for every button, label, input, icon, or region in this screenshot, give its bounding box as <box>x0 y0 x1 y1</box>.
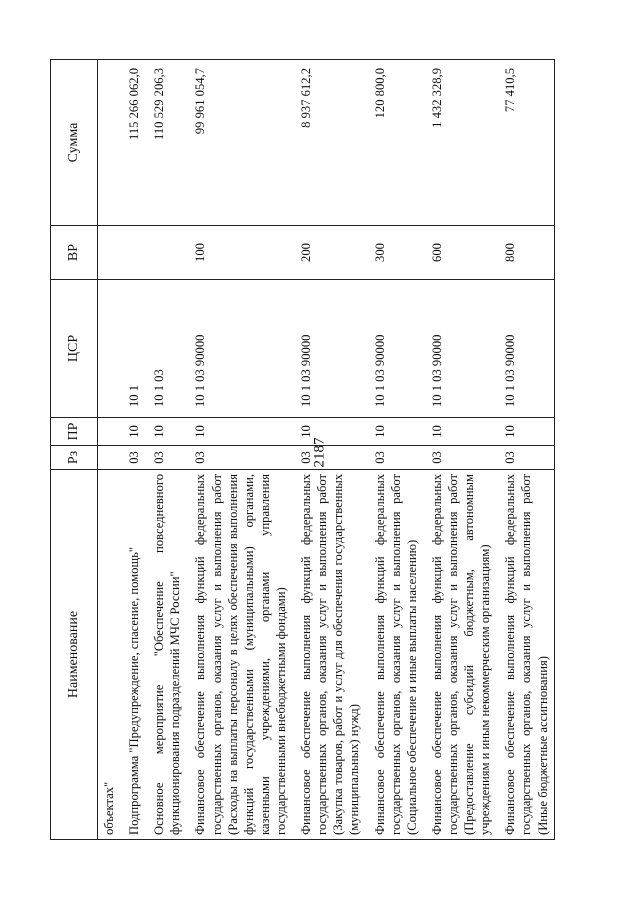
cell-rz: 03 <box>292 446 365 470</box>
table-row <box>496 60 554 840</box>
cell-pr: 10 <box>423 418 496 446</box>
cell-csr: 10 1 03 <box>145 280 186 418</box>
cell-sum: 120 800,0 <box>366 60 423 226</box>
table-row <box>423 60 496 840</box>
cell-sum: 99 961 054,7 <box>186 60 292 226</box>
cell-pr <box>98 418 121 446</box>
cell-rz: 03 <box>186 446 292 470</box>
table-row <box>292 60 365 840</box>
cell-csr: 10 1 03 90000 <box>366 280 423 418</box>
cell-csr: 10 1 03 90000 <box>423 280 496 418</box>
cell-rz: 03 <box>120 446 145 470</box>
cell-vr <box>145 226 186 280</box>
table-row <box>366 60 423 840</box>
cell-sum: 1 432 328,9 <box>423 60 496 226</box>
cell-rz: 03 <box>366 446 423 470</box>
cell-sum: 8 937 612,2 <box>292 60 365 226</box>
table-header <box>51 60 98 840</box>
cell-name: Финансовое обеспечение выполнения функций федеральных государственных органов, оказания услуг и выполнения работ (Предоставление субсидий бюджетным, автономным учреждениям и иным некоммерческим организациям) <box>423 470 496 840</box>
cell-sum <box>98 60 121 226</box>
cell-vr: 100 <box>186 226 292 280</box>
cell-name: Финансовое обеспечение выполнения функций федеральных государственных органов, оказания услуг и выполнения работ (Социальное обеспечение и иные выплаты населению) <box>366 470 423 840</box>
budget-table-container <box>50 60 570 840</box>
budget-table <box>50 59 555 840</box>
cell-rz: 03 <box>496 446 554 470</box>
cell-vr: 600 <box>423 226 496 280</box>
cell-pr: 10 <box>120 418 145 446</box>
cell-pr: 10 <box>496 418 554 446</box>
cell-pr: 10 <box>366 418 423 446</box>
cell-name: Финансовое обеспечение выполнения функций федеральных государственных органов, оказания услуг и выполнения работ (Иные бюджетные ассигнования) <box>496 470 554 840</box>
cell-pr: 10 <box>292 418 365 446</box>
header-csr: ЦСР <box>51 280 98 418</box>
header-pr: ПР <box>51 418 98 446</box>
table-row <box>98 60 121 840</box>
cell-rz: 03 <box>423 446 496 470</box>
cell-csr: 10 1 03 90000 <box>186 280 292 418</box>
header-sum: Сумма <box>51 60 98 226</box>
cell-csr <box>98 280 121 418</box>
cell-vr <box>98 226 121 280</box>
header-rz: Рз <box>51 446 98 470</box>
page-number-text: 2187 <box>311 437 328 468</box>
table-body <box>98 60 555 840</box>
cell-csr: 10 1 03 90000 <box>496 280 554 418</box>
cell-pr: 10 <box>186 418 292 446</box>
cell-sum: 110 529 206,3 <box>145 60 186 226</box>
header-name: Наименование <box>51 470 98 840</box>
cell-sum: 115 266 062,0 <box>120 60 145 226</box>
cell-vr: 800 <box>496 226 554 280</box>
cell-rz <box>98 446 121 470</box>
cell-csr: 10 1 <box>120 280 145 418</box>
cell-name: Подпрограмма "Предупреждение, спасение, помощь" <box>120 470 145 840</box>
cell-name: Финансовое обеспечение выполнения функций федеральных государственных органов, оказания услуг и выполнения работ (Закупка товаров, работ и услуг для обеспечения государственных (муниципальных) нужд) <box>292 470 365 840</box>
cell-vr: 300 <box>366 226 423 280</box>
header-vr: ВР <box>51 226 98 280</box>
table-row <box>186 60 292 840</box>
table-row <box>120 60 145 840</box>
cell-pr: 10 <box>145 418 186 446</box>
table-row <box>145 60 186 840</box>
cell-name: Финансовое обеспечение выполнения функций федеральных государственных органов, оказания услуг и выполнения работ (Расходы на выплаты персоналу в целях обеспечения выполнения функций государственными (муниципальными) органами, казенными учреждениями, органами управления государственными внебюджетными фондами) <box>186 470 292 840</box>
cell-sum: 77 410,5 <box>496 60 554 226</box>
cell-csr: 10 1 03 90000 <box>292 280 365 418</box>
cell-name: объектах" <box>98 470 121 840</box>
cell-vr: 200 <box>292 226 365 280</box>
cell-rz: 03 <box>145 446 186 470</box>
cell-vr <box>120 226 145 280</box>
cell-name: Основное мероприятие "Обеспечение повседневного функционирования подразделений МЧС России" <box>145 470 186 840</box>
